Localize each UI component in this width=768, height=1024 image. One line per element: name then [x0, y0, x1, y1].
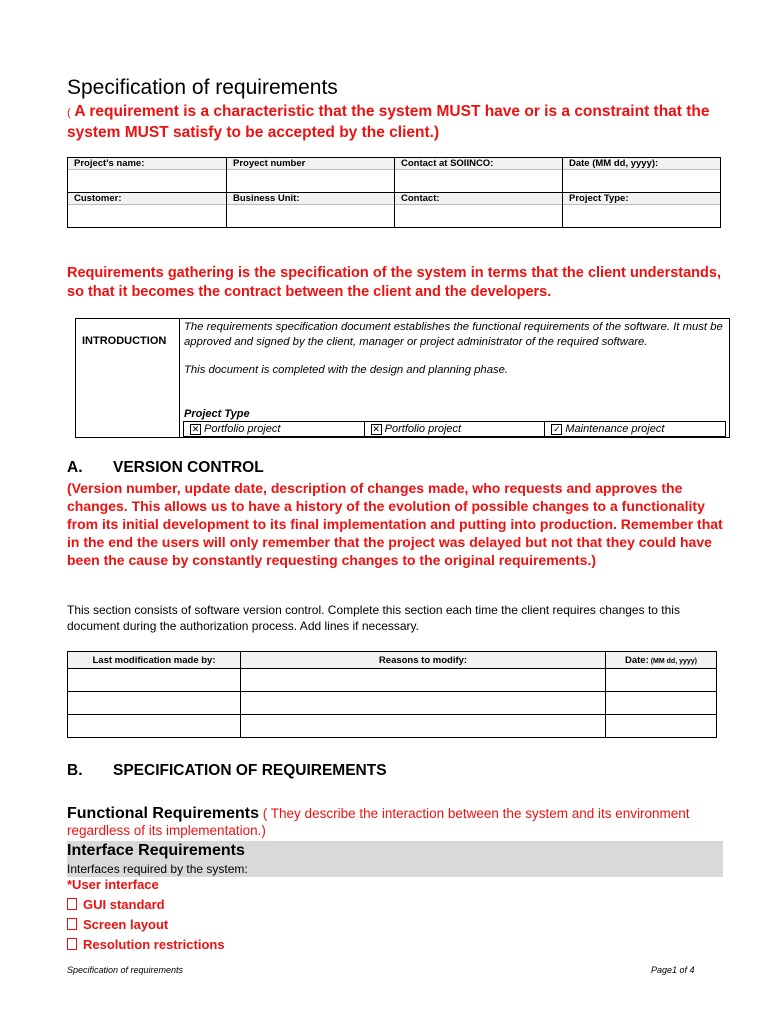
- vc-header-reasons: Reasons to modify:: [241, 652, 606, 669]
- subtitle-definition: [67, 102, 727, 143]
- subtitle-paren: (: [67, 107, 71, 119]
- vc-header-date: [606, 652, 717, 669]
- table-cell[interactable]: [68, 669, 241, 692]
- contact-soiinco-cell[interactable]: [395, 158, 563, 193]
- table-cell[interactable]: [68, 715, 241, 738]
- checkbox-checked-icon[interactable]: ✓: [553, 423, 561, 434]
- project-type-option-3-label: Maintenance project: [565, 423, 665, 435]
- table-row: [68, 692, 717, 715]
- version-control-note: (Version number, update date, description of changes made, who requests and approves the changes. This allows us to have a history of the evolution of possible changes to a functionality from its initial development to its final implementation and putting into production. Remember that in the end the users will only remember that the project was delayed but not that they could have been the cause by constantly requesting changes to the original requirements.): [67, 480, 723, 568]
- table-cell[interactable]: [241, 715, 606, 738]
- checkbox-crossed-icon[interactable]: ✕: [191, 423, 200, 434]
- project-type-options: [183, 421, 726, 437]
- functional-requirements-paren: (: [259, 806, 271, 821]
- project-info-table: [67, 157, 721, 228]
- introduction-para-2: This document is completed with the design and planning phase.: [184, 364, 509, 376]
- table-cell[interactable]: [606, 715, 717, 738]
- bullet-square-icon: [67, 918, 77, 930]
- introduction-text: [184, 320, 729, 378]
- introduction-label-cell: [76, 319, 180, 437]
- subtitle-text: A requirement is a characteristic that the system MUST have or is a constraint that the system MUST satisfy to be accepted by the client.): [67, 103, 710, 141]
- section-a-letter: A.: [67, 459, 83, 476]
- section-b-heading: [67, 762, 387, 780]
- introduction-box: [75, 318, 730, 438]
- contact-cell[interactable]: [395, 193, 563, 228]
- project-number-label: Proyect number: [227, 158, 394, 170]
- date-cell[interactable]: [563, 158, 721, 193]
- user-interface-heading: *User interface: [67, 877, 159, 892]
- table-row: [68, 715, 717, 738]
- section-a-title: VERSION CONTROL: [113, 459, 264, 476]
- vc-header-date-label: Date:: [625, 654, 649, 666]
- version-control-table: [67, 651, 717, 738]
- contact-soiinco-label: Contact at SOIINCO:: [395, 158, 562, 170]
- project-type-option-1-label: Portfolio project: [204, 423, 281, 435]
- list-item: [67, 937, 225, 952]
- project-type-option-2[interactable]: [365, 422, 546, 436]
- list-item-label: GUI standard: [83, 897, 165, 912]
- table-cell[interactable]: [606, 669, 717, 692]
- list-item-label: Screen layout: [83, 917, 169, 932]
- table-cell[interactable]: [68, 692, 241, 715]
- table-cell[interactable]: [606, 692, 717, 715]
- interface-requirements-title: Interface Requirements: [67, 842, 245, 859]
- list-item-label: Resolution restrictions: [83, 937, 225, 952]
- project-type-label: Project Type:: [563, 193, 720, 205]
- checkbox-crossed-icon[interactable]: ✕: [372, 423, 380, 434]
- contact-label: Contact:: [395, 193, 562, 205]
- table-cell[interactable]: [241, 669, 606, 692]
- introduction-para-1: The requirements specification document establishes the functional requirements of the software. It must be approved and signed by the client, manager or project administrator of the required software.: [184, 321, 723, 348]
- section-a-heading: [67, 459, 264, 477]
- bullet-square-icon: [67, 938, 77, 950]
- project-number-cell[interactable]: [227, 158, 395, 193]
- vc-header-date-format: (MM dd, yyyy): [648, 657, 697, 665]
- project-name-cell[interactable]: [68, 158, 227, 193]
- list-item: [67, 897, 165, 912]
- customer-label: Customer:: [68, 193, 226, 205]
- functional-requirements: [67, 805, 727, 839]
- document-title: Specification of requirements: [67, 76, 338, 99]
- bullet-square-icon: [67, 898, 77, 910]
- version-control-body: This section consists of software version control. Complete this section each time the client requires changes to this document during the authorization process. Add lines if necessary.: [67, 603, 680, 633]
- footer-title: Specification of requirements: [67, 965, 184, 975]
- section-b-letter: B.: [67, 762, 83, 779]
- requirements-gathering-text: Requirements gathering is the specification of the system in terms that the client understands, so that it becomes the contract between the client and the developers.: [67, 265, 721, 300]
- section-b-title: SPECIFICATION OF REQUIREMENTS: [113, 762, 387, 779]
- project-name-label: Project's name:: [68, 158, 226, 170]
- vc-header-modified-by: Last modification made by:: [68, 652, 241, 669]
- interface-requirements-subtitle: Interfaces required by the system:: [67, 862, 248, 876]
- project-type-option-3[interactable]: [545, 422, 725, 436]
- customer-cell[interactable]: [68, 193, 227, 228]
- functional-requirements-desc: They describe the interaction between the system and its environment regardless of its implementation.): [67, 806, 690, 838]
- business-unit-cell[interactable]: [227, 193, 395, 228]
- business-unit-label: Business Unit:: [227, 193, 394, 205]
- functional-requirements-title: Functional Requirements: [67, 805, 260, 822]
- project-type-heading: Project Type: [184, 408, 250, 420]
- table-row: [68, 669, 717, 692]
- date-label: Date (MM dd, yyyy):: [563, 158, 720, 170]
- introduction-label: INTRODUCTION: [82, 335, 167, 347]
- project-type-option-1[interactable]: [184, 422, 365, 436]
- project-type-cell[interactable]: [563, 193, 721, 228]
- list-item: [67, 917, 168, 932]
- table-cell[interactable]: [241, 692, 606, 715]
- project-type-option-2-label: Portfolio project: [384, 423, 462, 435]
- footer-page-number: Page1 of 4: [651, 965, 695, 975]
